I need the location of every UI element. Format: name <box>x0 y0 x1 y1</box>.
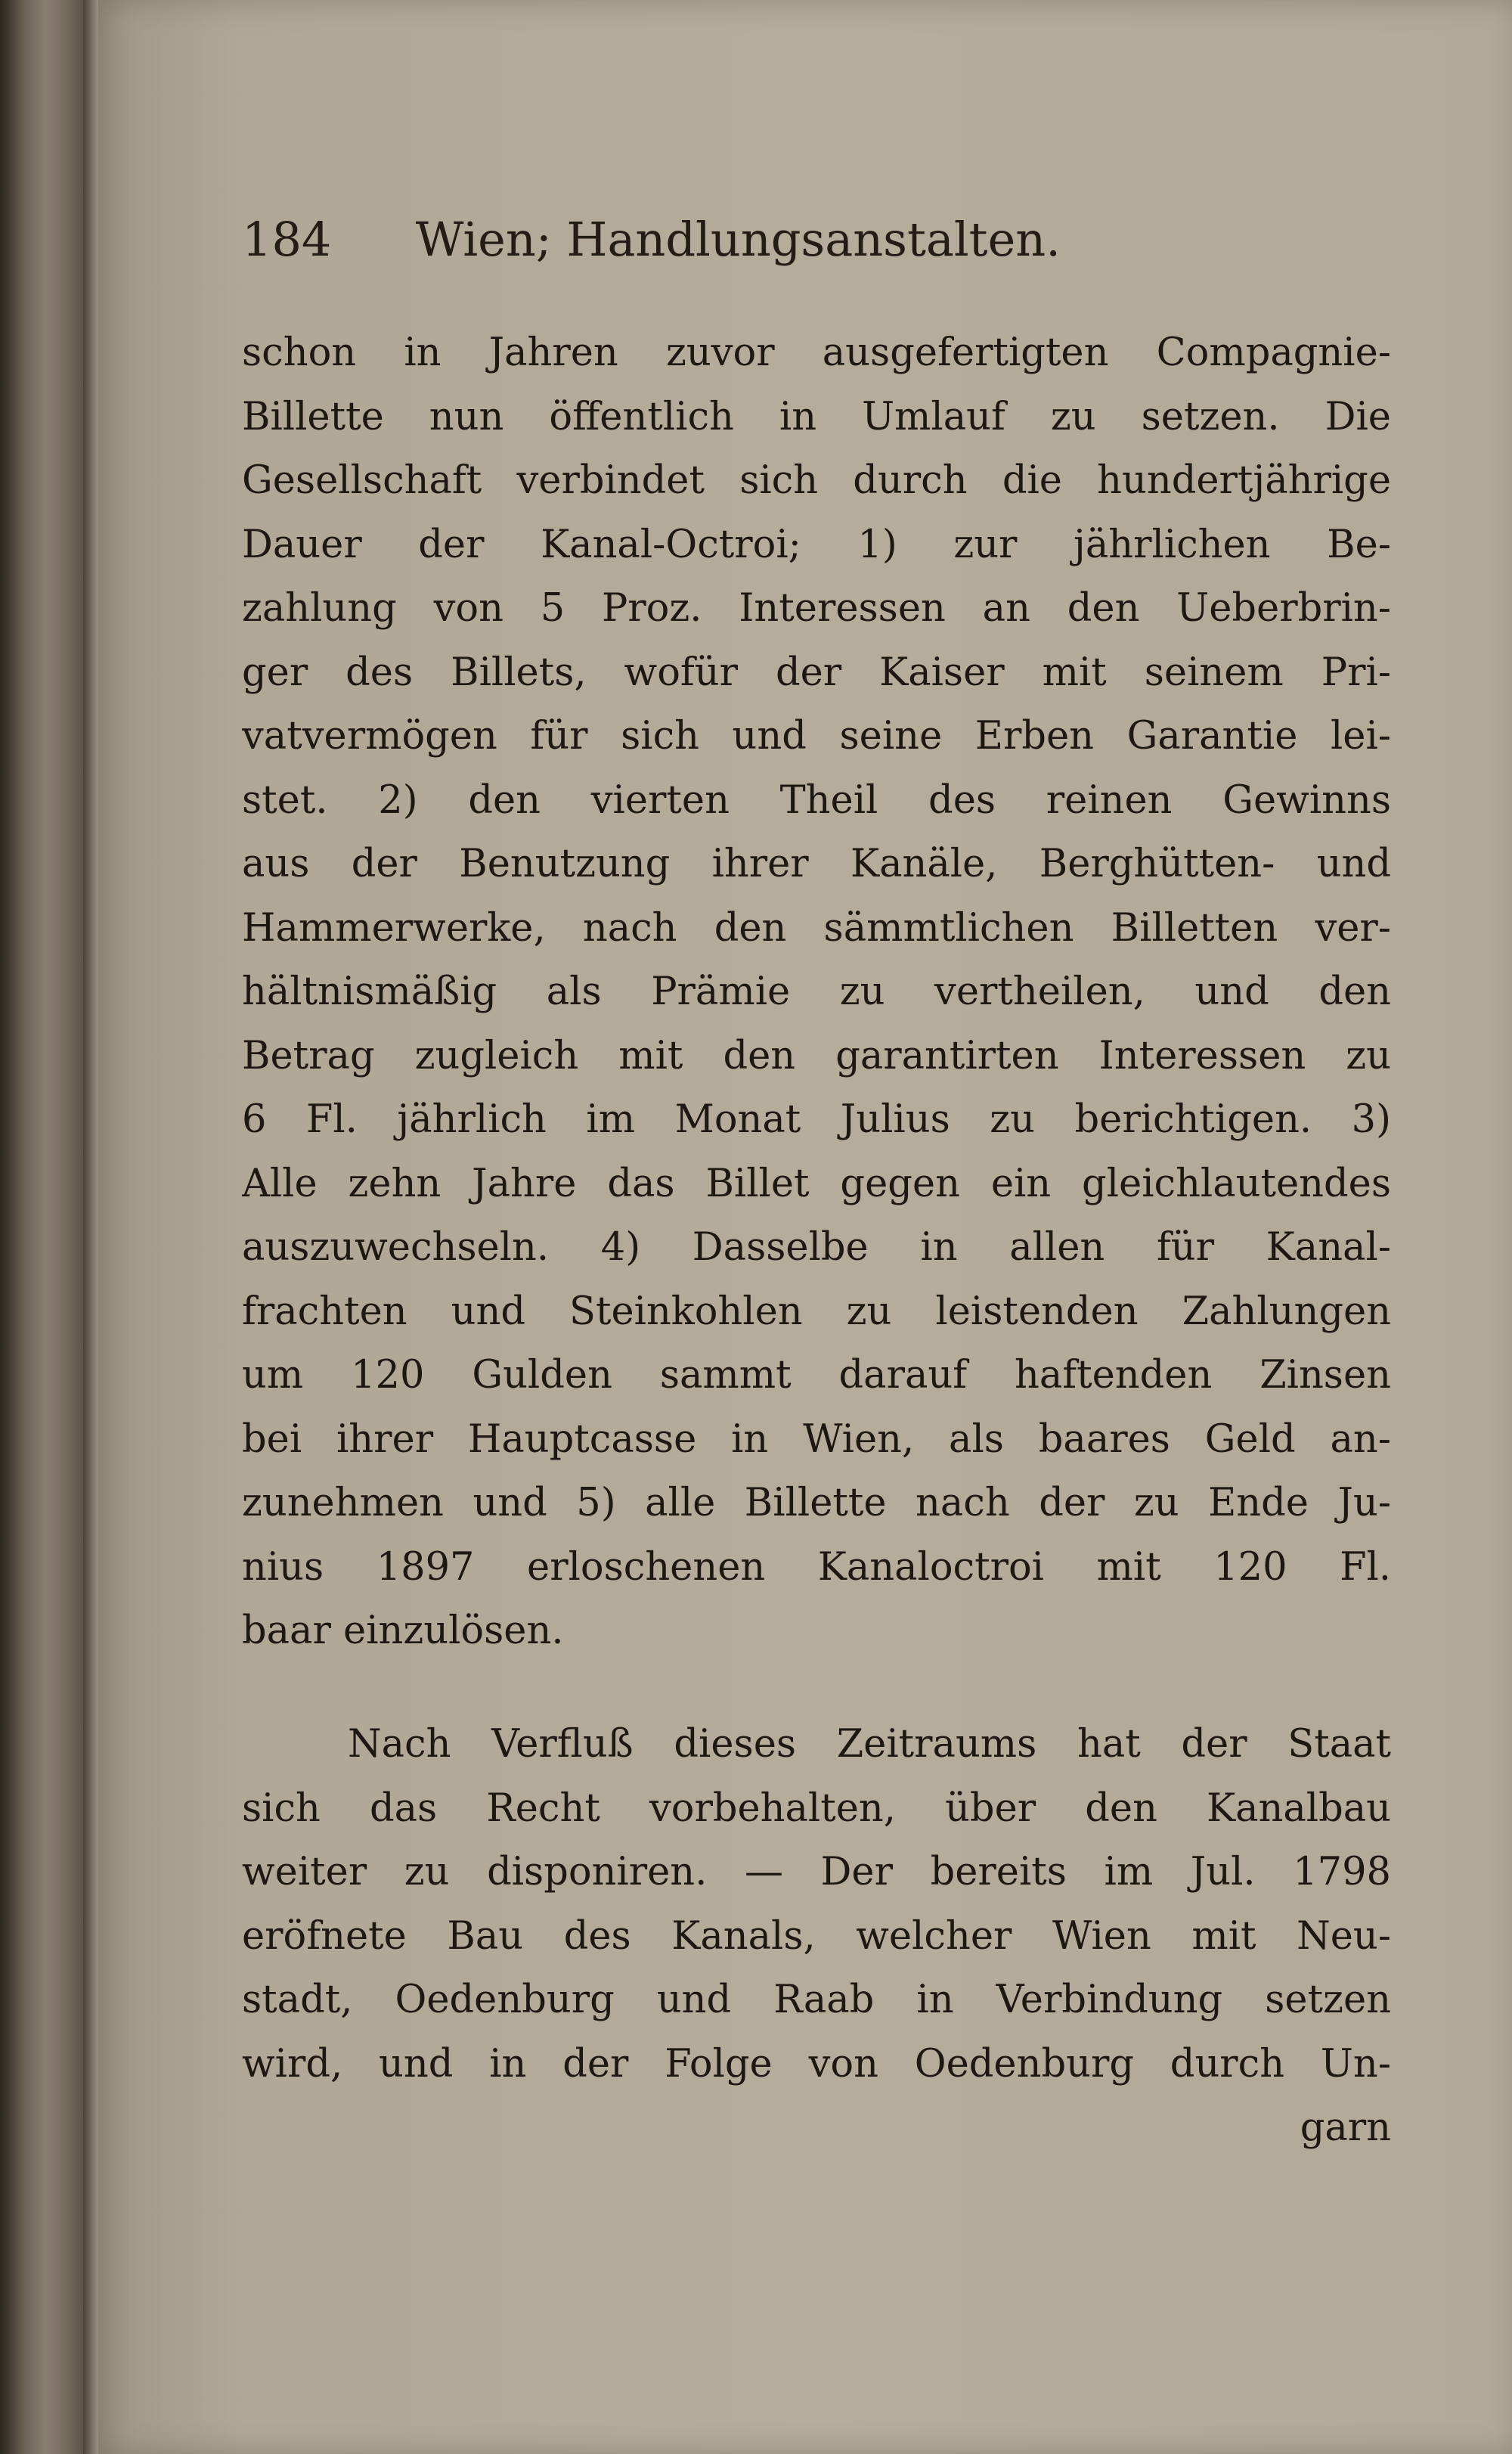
text-line: Dauer der Kanal-Octroi; 1) zur jährlichen Be- <box>242 522 1391 567</box>
text-line: zunehmen und 5) alle Billette nach der zu Ende Ju- <box>242 1481 1391 1525</box>
text-line: Betrag zugleich mit den garantirten Interessen zu <box>242 1033 1391 1078</box>
text-line: weiter zu disponiren. — Der bereits im Jul. 1798 <box>242 1850 1391 1894</box>
text-line: um 120 Gulden sammt darauf haftenden Zinsen <box>242 1353 1391 1398</box>
page-gutter <box>83 0 98 2454</box>
text-line: wird, und in der Folge von Oedenburg durch Un- <box>242 2041 1391 2086</box>
text-line: Billette nun öffentlich in Umlauf zu setzen. Die <box>242 394 1391 439</box>
text-line: baar einzulösen. <box>242 1609 564 1653</box>
text-line: hältnismäßig als Prämie zu vertheilen, und den <box>242 970 1391 1014</box>
text-line: 6 Fl. jährlich im Monat Julius zu berichtigen. 3) <box>242 1097 1391 1142</box>
catchword: garn <box>1300 2105 1391 2150</box>
text-line: aus der Benutzung ihrer Kanäle, Berghütten- und <box>242 842 1391 886</box>
page-number: 184 <box>242 212 332 267</box>
text-line: sich das Recht vorbehalten, über den Kanalbau <box>242 1785 1391 1831</box>
text-line: frachten und Steinkohlen zu leistenden Zahlungen <box>242 1289 1391 1334</box>
running-title: Wien; Handlungsanstalten. <box>415 212 1061 267</box>
paragraph-1 <box>242 321 1391 1664</box>
paragraph-2 <box>242 1713 1391 2161</box>
text-line: ger des Billets, wofür der Kaiser mit seinem Pri- <box>242 650 1391 695</box>
text-line: schon in Jahren zuvor ausgefertigten Compagnie- <box>242 330 1391 375</box>
text-line: zahlung von 5 Proz. Interessen an den Ueberbrin- <box>242 586 1391 631</box>
text-line: Nach Verfluß dieses Zeitraums hat der Staat <box>348 1722 1391 1767</box>
text-line: bei ihrer Hauptcasse in Wien, als baares Geld an- <box>242 1416 1391 1462</box>
text-line: nius 1897 erloschenen Kanaloctroi mit 120 Fl. <box>242 1544 1391 1590</box>
text-line: Gesellschaft verbindet sich durch die hundertjährige <box>242 458 1391 503</box>
text-line: stet. 2) den vierten Theil des reinen Gewinns <box>242 777 1391 823</box>
text-line: eröfnete Bau des Kanals, welcher Wien mit Neu- <box>242 1913 1391 1959</box>
page-header <box>242 212 1376 280</box>
text-line: Alle zehn Jahre das Billet gegen ein gleichlautendes <box>242 1161 1391 1206</box>
text-line: Hammerwerke, nach den sämmtlichen Billetten ver- <box>242 905 1391 951</box>
text-line: vatvermögen für sich und seine Erben Garantie lei- <box>242 714 1391 759</box>
text-line: auszuwechseln. 4) Dasselbe in allen für Kanal- <box>242 1225 1391 1270</box>
book-spine <box>0 0 83 2454</box>
text-line: stadt, Oedenburg und Raab in Verbindung setzen <box>242 1978 1391 2022</box>
